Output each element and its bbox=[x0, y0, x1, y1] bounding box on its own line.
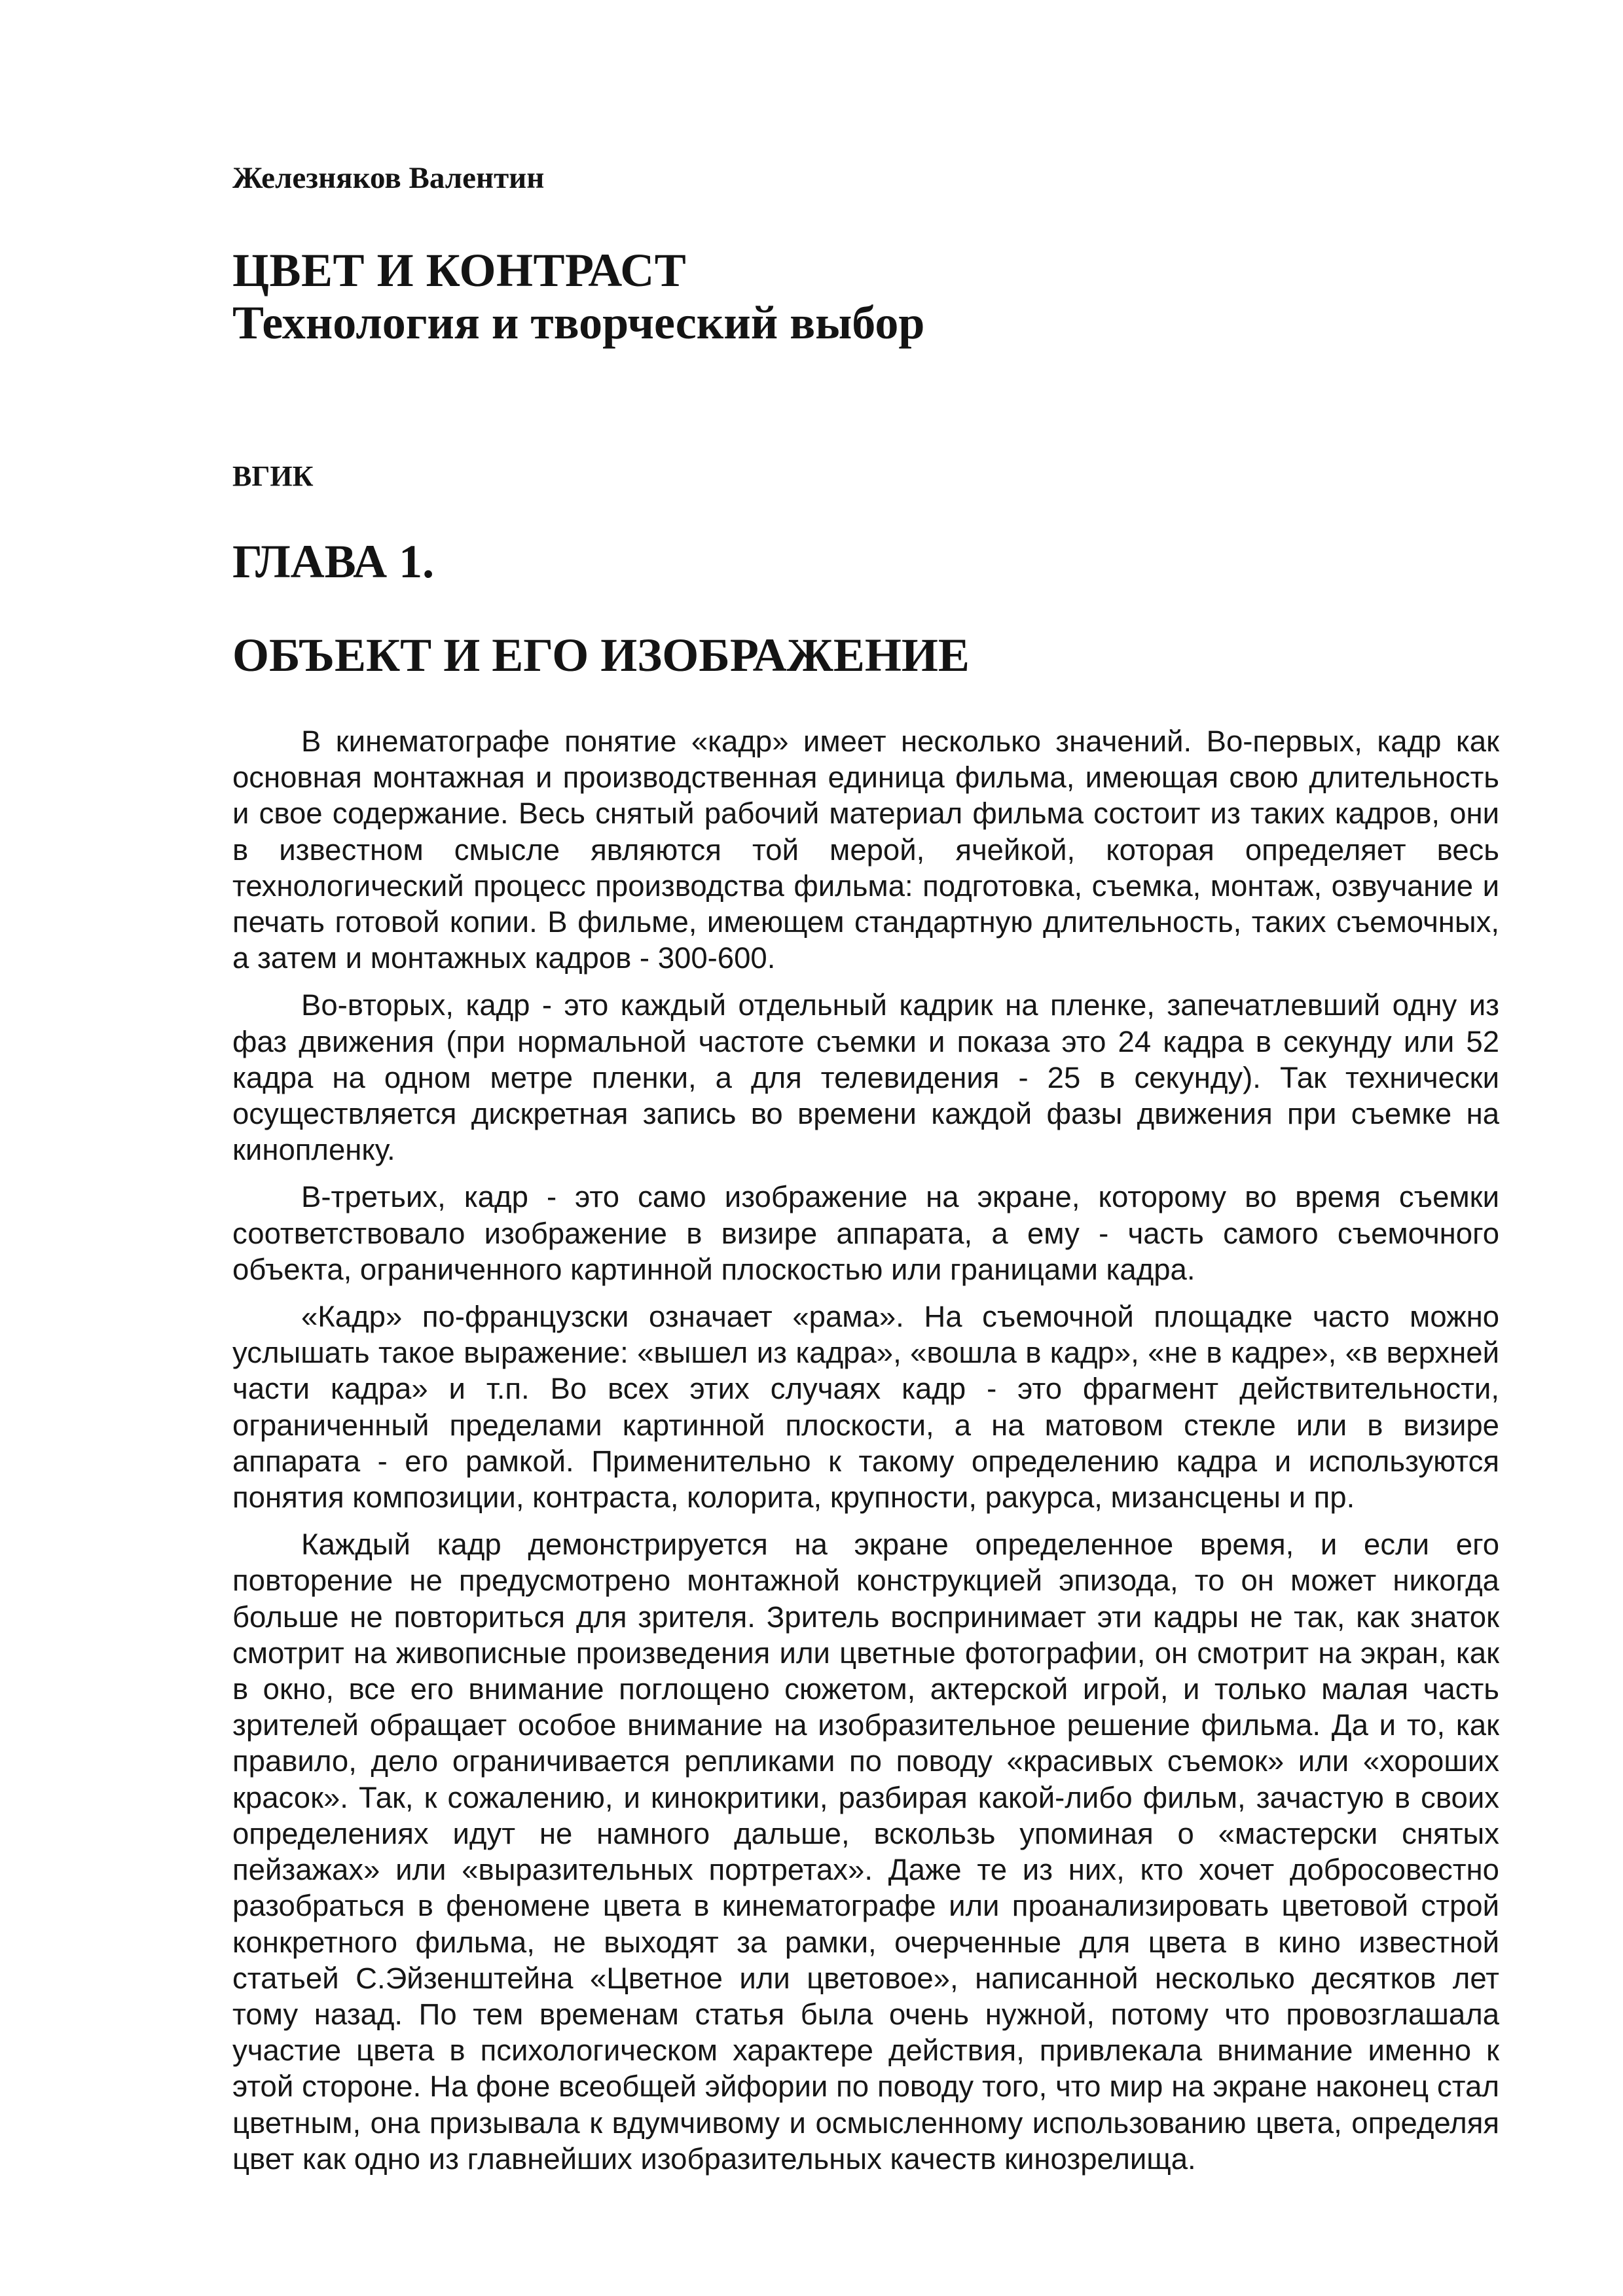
book-title: ЦВЕТ И КОНТРАСТ bbox=[232, 244, 687, 296]
chapter-number: ГЛАВА 1. bbox=[232, 535, 435, 588]
paragraph: «Кадр» по-французски означает «рама». На съемочной площадке часто можно услышать такое выражение: «вышел из кадра», «вошла в кадр», «не в кадре», «в верхней части кадра» и т.п. Во всех этих случаях кадр - это фрагмент действительности, ограниченный пределами картинной плоскости, а на матовом стекле или в визире аппарата - его рамкой. Применительно к такому определению кадра и используются понятия композиции, контраста, колорита, крупности, ракурса, мизансцены и пр. bbox=[232, 1300, 1499, 1515]
document-page bbox=[232, 0, 1499, 2296]
body-text bbox=[232, 723, 1499, 2188]
book-subtitle: Технология и творческий выбор bbox=[232, 296, 925, 349]
publisher: ВГИК bbox=[232, 460, 314, 492]
paragraph: В кинематографе понятие «кадр» имеет несколько значений. Во-первых, кадр как основная монтажная и производственная единица фильма, имеющая свою длительность и свое содержание. Весь снятый рабочий материал фильма состоит из таких кадров, они в известном смысле являются той мерой, ячейкой, которая определяет весь технологический процесс производства фильма: подготовка, съемка, монтаж, озвучание и печать готовой копии. В фильме, имеющем стандартную длительность, таких съемочных, а затем и монтажных кадров - 300-600. bbox=[232, 725, 1499, 975]
author-name: Железняков Валентин bbox=[232, 161, 545, 195]
paragraph: Каждый кадр демонстрируется на экране определенное время, и если его повторение не предусмотрено монтажной конструкцией эпизода, то он может никогда больше не повториться для зрителя. Зритель воспринимает эти кадры не так, как знаток смотрит на живописные произведения или цветные фотографии, он смотрит на экран, как в окно, все его внимание поглощено сюжетом, актерской игрой, и только малая часть зрителей обращает особое внимание на изобразительное решение фильма. Да и то, как правило, дело ограничивается репликами по поводу «красивых съемок» или «хороших красок». Так, к сожалению, и кинокритики, разбирая какой-либо фильм, зачастую в своих определениях идут не намного дальше, вскользь упоминая о «мастерски снятых пейзажах» или «выразительных портретах». Даже те из них, кто хочет добросовестно разобраться в феномене цвета в кинематографе или проанализировать цветовой строй конкретного фильма, не выходят за рамки, очерченные для цвета в кино известной статьей С.Эйзенштейна «Цветное или цветовое», написанной несколько десятков лет тому назад. По тем временам статья была очень нужной, потому что провозглашала участие цвета в психологическом характере действия, привлекала внимание именно к этой стороне. На фоне всеобщей эйфории по поводу того, что мир на экране наконец стал цветным, она призывала к вдумчивому и осмысленному использованию цвета, определяя цвет как одно из главнейших изобразительных качеств кинозрелища. bbox=[232, 1528, 1499, 2176]
chapter-title: ОБЪЕКТ И ЕГО ИЗОБРАЖЕНИЕ bbox=[232, 629, 970, 681]
paragraph: Во-вторых, кадр - это каждый отдельный кадрик на пленке, запечатлевший одну из фаз движения (при нормальной частоте съемки и показа это 24 кадра в секунду или 52 кадра на одном метре пленки, а для телевидения - 25 в секунду). Так технически осуществляется дискретная запись во времени каждой фазы движения при съемке на кинопленку. bbox=[232, 988, 1499, 1167]
paragraph: В-третьих, кадр - это само изображение на экране, которому во время съемки соответствовало изображение в визире аппарата, а ему - часть самого съемочного объекта, ограниченного картинной плоскостью или границами кадра. bbox=[232, 1180, 1499, 1286]
